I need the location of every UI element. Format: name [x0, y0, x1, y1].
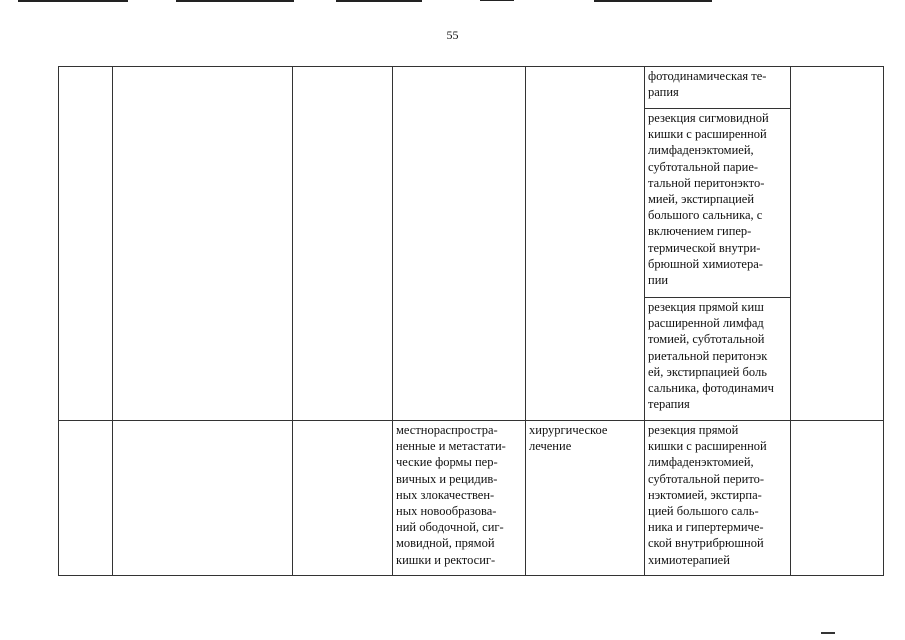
treatment-method-cell: [645, 421, 791, 576]
scan-artifact-line: [176, 0, 294, 2]
treatment-method-text: резекция сигмовидной кишки с расширенной лимфаденэктомией, субтотальной парие- тальной перитонэкто- мией, экстирпацией большого сальника, с включением гипер- термической внутри- брюшной химиотера- пии: [648, 111, 769, 288]
diagnosis-cell: [393, 67, 526, 421]
code-cell: [293, 421, 393, 576]
scan-artifact-line: [336, 0, 422, 2]
scan-artifact-line: [480, 0, 514, 1]
treatment-method-block: [645, 67, 790, 109]
table-row: [59, 421, 884, 576]
treatment-method-text: резекция прямой кишки с расширенной лимфаденэктомией, субтотальной перито- нэктомией, экстирпа- цией большого саль- ника и гипертермиче- ской внутрибрюшной химиотерапией: [648, 423, 767, 567]
procedure-name-cell: [113, 421, 293, 576]
page-number: 55: [446, 28, 459, 42]
treatment-method-cell: [645, 67, 791, 421]
code-cell: [293, 67, 393, 421]
treatment-method-block: [645, 298, 790, 420]
procedure-name-cell: [113, 67, 293, 421]
scan-artifact-line: [18, 0, 128, 2]
treatment-method-text: фотодинамическая те- рапия: [648, 69, 767, 100]
row-number-cell: [59, 67, 113, 421]
treatment-type-cell: [526, 67, 645, 421]
cost-cell: [791, 67, 884, 421]
scan-artifact-line: [594, 0, 712, 2]
cost-cell: [791, 421, 884, 576]
treatment-method-text: резекция прямой киш расширенной лимфад томией, субтотальной риетальной перитонэк ей, экстирпацией боль сальника, фотодинамич терапия: [648, 300, 774, 412]
scan-artifact-mark: [821, 632, 835, 634]
diagnosis-cell: [393, 421, 526, 576]
row-number-cell: [59, 421, 113, 576]
treatment-method-block: [645, 109, 790, 298]
treatment-type-cell: [526, 421, 645, 576]
medical-procedures-table: [58, 66, 884, 576]
diagnosis-text: местнораспростра- ненные и метастати- ческие формы пер- вичных и рецидив- ных злокачествен- ных новообразова- ний ободочной, сиг- мовидной, прямой кишки и ректосиг-: [396, 423, 506, 567]
table-row: [59, 67, 884, 421]
treatment-type-text: хирургическое лечение: [529, 423, 608, 454]
